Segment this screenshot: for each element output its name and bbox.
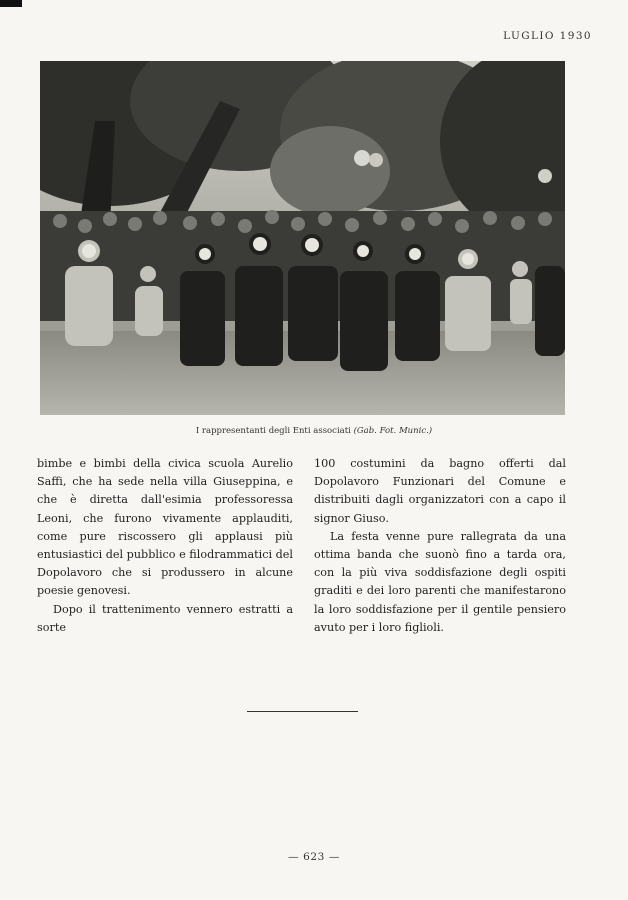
caption-text: I rappresentanti degli Enti associati	[195, 426, 351, 436]
section-divider	[247, 711, 358, 712]
left-column	[37, 455, 293, 637]
page-number: — 623 —	[288, 851, 340, 863]
paragraph: Dopo il trattenimento vennero estratti a sorte	[37, 602, 293, 634]
paragraph: bimbe e bimbi della civica scuola Aurelio Saffi, che ha sede nella villa Giuseppina, e che è diretta dall'esimia professoressa Leoni, che furono vivamente applauditi, come pure riscossero gli applausi più entusiastici del pubblico e filodrammatici del Dopolavoro che si produssero in alcune poesie genovesi.	[37, 457, 293, 598]
right-column	[314, 455, 566, 637]
photograph-illustration	[40, 61, 565, 415]
paragraph: 100 costumini da bagno offerti dal Dopolavoro Funzionari del Comune e distribuiti dagli organizzatori con a capo il signor Giuso.	[314, 457, 566, 525]
scan-corner-mark	[0, 0, 22, 7]
caption-credit: (Gab. Fot. Munic.)	[353, 426, 433, 436]
group-photograph	[40, 61, 565, 415]
paragraph: La festa venne pure rallegrata da una ottima banda che suonò fino a tarda ora, con la più viva soddisfazione degli ospiti graditi e dei loro parenti che manifestarono la loro soddisfazione per il gentile pensiero avuto per i loro figlioli.	[314, 529, 566, 634]
running-head: LUGLIO 1930	[503, 30, 592, 42]
photo-caption	[0, 426, 628, 436]
